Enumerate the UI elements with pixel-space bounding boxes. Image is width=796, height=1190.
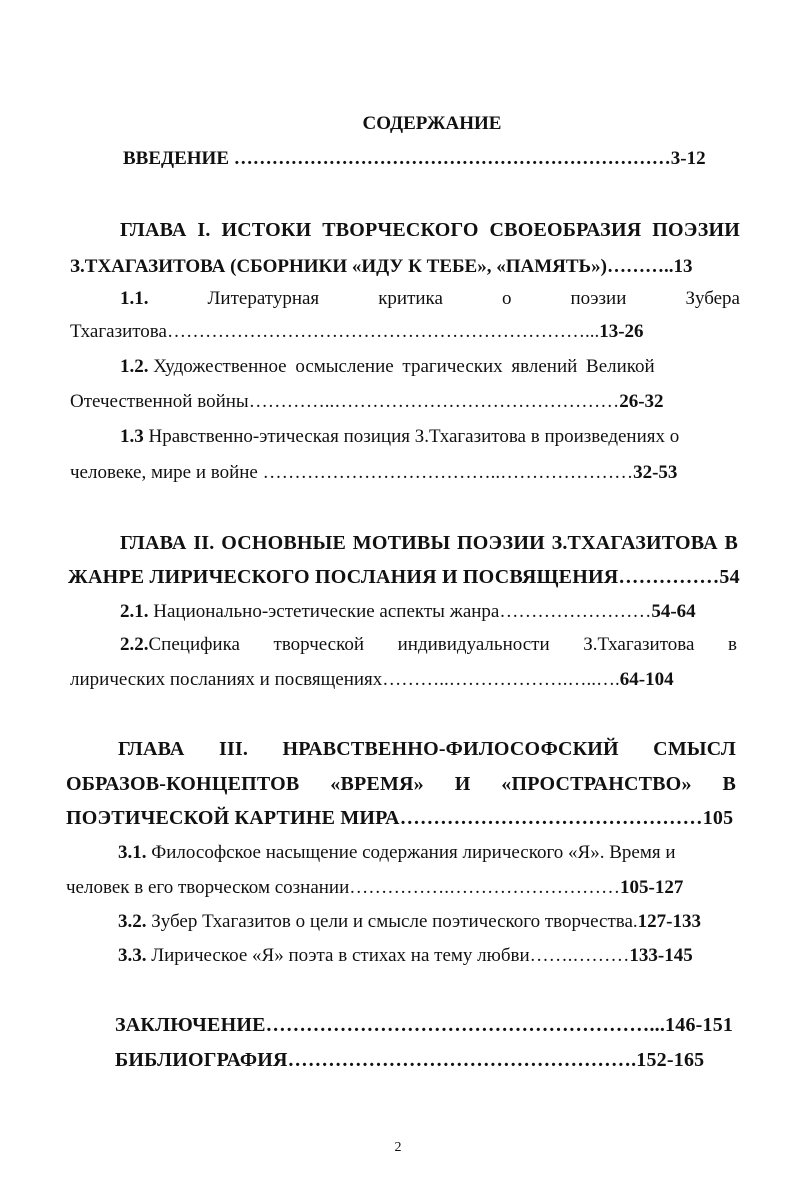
entry-word: Литературная	[207, 288, 320, 309]
entry-word: Специфика	[148, 634, 240, 655]
toc-entry-3-2	[118, 910, 701, 934]
entry-pages: 26-32	[619, 391, 664, 412]
entry-number: 1.2.	[120, 356, 149, 377]
toc-entry-3-1-cont	[66, 876, 683, 900]
entry-pages: 32-53	[633, 462, 678, 483]
entry-pages: 64-104	[619, 669, 674, 690]
entry-text: Отечественной войны	[70, 391, 249, 412]
entry-number: 1.3	[120, 426, 144, 447]
entry-pages: 3-12	[670, 148, 706, 169]
page-number: 2	[394, 1140, 402, 1155]
toc-entry-1-2	[120, 355, 655, 379]
toc-entry-1-2-cont	[70, 390, 664, 414]
entry-label: БИБЛИОГРАФИЯ	[115, 1049, 288, 1071]
entry-word: в	[727, 634, 737, 655]
entry-pages: 13	[673, 256, 693, 277]
entry-number: 1.1.	[120, 288, 149, 309]
entry-text: Лирическое «Я» поэта в стихах на тему любви	[151, 945, 530, 966]
toc-entry-3-1	[118, 841, 676, 865]
entry-text: Зубер Тхагазитов о цели и смысле поэтического творчества.	[151, 911, 638, 932]
entry-dots: ………..……………….…..….	[382, 669, 620, 690]
chapter-3-heading: ГЛАВА III. НРАВСТВЕННО-ФИЛОСОФСКИЙ СМЫСЛ	[118, 738, 736, 760]
entry-text: человеке, мире и войне	[70, 462, 258, 483]
entry-dots: ……………………………………………………………	[233, 148, 671, 169]
toc-entry-2-2	[120, 633, 737, 657]
chapter-1-title-rest: З.ТХАГАЗИТОВА (СБОРНИКИ «ИДУ К ТЕБЕ», «ПАМЯТЬ»)	[70, 256, 607, 277]
entry-number-and-word	[120, 633, 240, 657]
entry-pages: 105	[702, 807, 734, 829]
entry-text: лирических посланиях и посвящениях	[70, 669, 383, 690]
entry-number: 3.1.	[118, 842, 147, 863]
chapter-2-heading: ГЛАВА II. ОСНОВНЫЕ МОТИВЫ ПОЭЗИИ З.ТХАГАЗИТОВА В	[120, 532, 738, 554]
entry-dots: …………..………………………………………	[248, 391, 620, 412]
toc-entry-1-3	[120, 425, 679, 449]
toc-entry-bibliography	[115, 1048, 704, 1072]
toc-entry-3-3	[118, 944, 693, 968]
entry-word: творческой	[273, 634, 365, 655]
entry-text: Художественное осмысление трагических явлений Великой	[153, 356, 655, 377]
entry-dots: …………………………………………………...	[265, 1014, 666, 1036]
toc-entry-1-1-cont	[70, 320, 644, 344]
toc-entry-1-3-cont	[70, 461, 677, 485]
entry-word: З.Тхагазитова	[583, 634, 695, 655]
entry-text: Тхагазитова	[70, 321, 167, 342]
entry-text: Философское насыщение содержания лирического «Я». Время и	[151, 842, 676, 863]
entry-pages: 152-165	[636, 1049, 705, 1071]
entry-text: Нравственно-этическая позиция З.Тхагазитова в произведениях о	[148, 426, 680, 447]
entry-pages: 54-64	[651, 601, 696, 622]
entry-pages: 127-133	[637, 911, 701, 932]
chapter-1-heading: ГЛАВА I. ИСТОКИ ТВОРЧЕСКОГО СВОЕОБРАЗИЯ ПОЭЗИИ	[120, 219, 740, 241]
entry-dots: …….………	[529, 945, 630, 966]
entry-dots: ………………………………..…………………	[262, 462, 634, 483]
entry-label: ЗАКЛЮЧЕНИЕ	[115, 1014, 266, 1036]
entry-dots: …………….………………………	[349, 877, 621, 898]
chapter-3-title-rest: ПОЭТИЧЕСКОЙ КАРТИНЕ МИРА	[66, 807, 400, 829]
entry-pages: 54	[719, 566, 740, 588]
entry-number: 2.2.	[120, 634, 149, 655]
entry-number: 2.1.	[120, 601, 149, 622]
chapter-3-heading-line3	[66, 806, 733, 830]
toc-entry-conclusion	[115, 1013, 733, 1037]
chapter-2-heading-cont	[68, 565, 740, 589]
entry-dots: ……………………	[499, 601, 652, 622]
entry-word: о	[501, 288, 512, 309]
toc-entry-1-1	[120, 287, 740, 311]
entry-dots: ………………………………………	[399, 807, 703, 829]
entry-number: 3.2.	[118, 911, 147, 932]
toc-entry-intro	[123, 147, 706, 171]
entry-text: человек в его творческом сознании	[66, 877, 350, 898]
entry-pages: 146-151	[665, 1014, 734, 1036]
entry-label: ВВЕДЕНИЕ	[123, 148, 229, 169]
entry-pages: 13-26	[599, 321, 644, 342]
entry-number: 3.3.	[118, 945, 147, 966]
entry-word: критика	[378, 288, 443, 309]
entry-word: Зубера	[685, 288, 740, 309]
entry-word: индивидуальности	[397, 634, 550, 655]
chapter-1-heading-cont	[70, 255, 692, 279]
entry-text: Национально-эстетические аспекты жанра	[153, 601, 500, 622]
entry-word: поэзии	[570, 288, 627, 309]
entry-dots: …………………………………………….	[287, 1049, 637, 1071]
entry-pages: 133-145	[629, 945, 693, 966]
entry-dots: ……………	[618, 566, 720, 588]
entry-dots: ………..	[606, 256, 674, 277]
entry-dots: …………………………………………………………...	[166, 321, 600, 342]
entry-pages: 105-127	[620, 877, 684, 898]
page-title: СОДЕРЖАНИЕ	[362, 113, 502, 134]
chapter-2-title-rest: ЖАНРЕ ЛИРИЧЕСКОГО ПОСЛАНИЯ И ПОСВЯЩЕНИЯ	[68, 566, 619, 588]
chapter-3-heading-line2: ОБРАЗОВ-КОНЦЕПТОВ «ВРЕМЯ» И «ПРОСТРАНСТВО» В	[66, 773, 736, 795]
toc-entry-2-2-cont	[70, 668, 674, 692]
toc-entry-2-1	[120, 600, 696, 624]
